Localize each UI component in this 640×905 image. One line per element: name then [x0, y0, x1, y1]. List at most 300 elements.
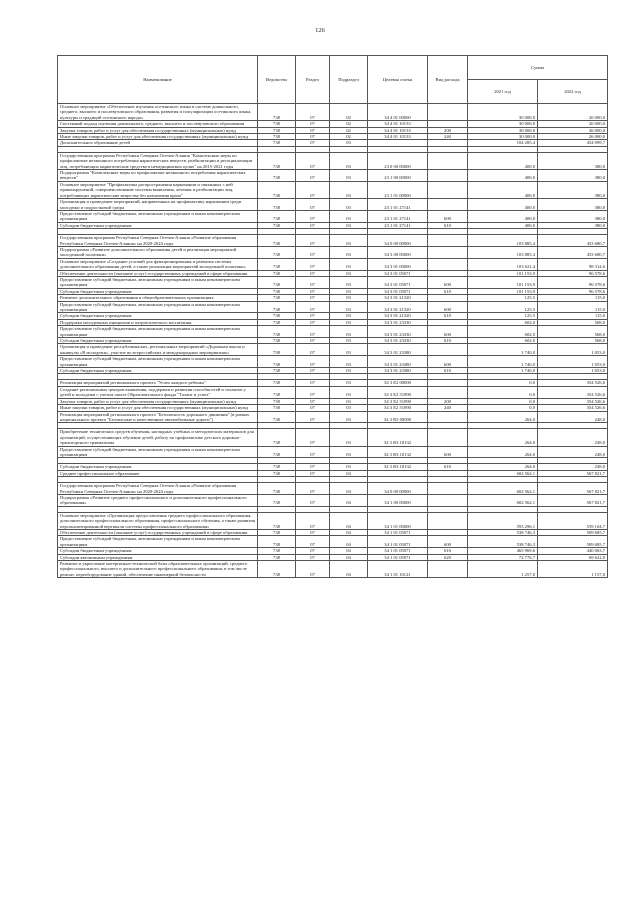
cell-sub: 03	[330, 235, 368, 247]
cell-y1: 101 153,9	[468, 270, 538, 276]
table-row	[58, 561, 608, 578]
cell-sub: 04	[330, 483, 368, 495]
cell-y2: 380,0	[538, 222, 608, 228]
cell-sub: 03	[330, 344, 368, 356]
cell-y2: 354 526,6	[538, 386, 608, 398]
cell-target: 34 3 01 05071	[368, 288, 428, 294]
cell-sec: 07	[296, 140, 330, 146]
cell-name: Предоставление субсидий бюджетным, автономным учреждениям и иным некоммерческим организациям	[58, 326, 258, 338]
cell-y2: 567 821,7	[538, 483, 608, 495]
cell-name: Государственная программа Республики Северная Осетия-Алания «Развитие образования Республики Северная Осетия-Алания» на 2020-2024 годы	[58, 483, 258, 495]
header-target: Целевая статья	[368, 56, 428, 104]
cell-dept: 738	[258, 398, 296, 404]
cell-sec: 07	[296, 338, 330, 344]
cell-y2: 26 000,0	[538, 134, 608, 140]
cell-y1: 264,0	[468, 411, 538, 423]
cell-sub: 02	[330, 134, 368, 140]
cell-dept: 738	[258, 368, 296, 374]
cell-y2: 454 099,7	[538, 140, 608, 146]
cell-exp: 610	[428, 288, 468, 294]
cell-y2: 380,0	[538, 210, 608, 222]
cell-y2: 380,0	[538, 199, 608, 211]
cell-dept: 738	[258, 246, 296, 258]
cell-dept: 738	[258, 288, 296, 294]
cell-target: 34 4 01 00000	[368, 104, 428, 121]
cell-y2: 568,0	[538, 326, 608, 338]
cell-sub: 03	[330, 170, 368, 182]
cell-exp	[428, 344, 468, 356]
cell-name: Развитие дополнительного образования в общеобразовательных организациях	[58, 295, 258, 301]
cell-y2: 354 526,6	[538, 380, 608, 386]
table-row	[58, 210, 608, 222]
cell-target: 34 3 01 23330	[368, 326, 428, 338]
cell-name: Иные закупки товаров, работ и услуг для обеспечения государственных (муниципальных) нужд	[58, 405, 258, 411]
cell-sec: 07	[296, 295, 330, 301]
cell-sub: 03	[330, 319, 368, 325]
table-row	[58, 512, 608, 529]
cell-y1: 1 740,0	[468, 368, 538, 374]
cell-exp	[428, 494, 468, 506]
cell-target: 34 3 01 21320	[368, 295, 428, 301]
cell-y1: 1 257,0	[468, 561, 538, 578]
cell-y1: 0,0	[468, 386, 538, 398]
cell-target: 34 1 00 00000	[368, 494, 428, 506]
cell-target: 34 3 01 05071	[368, 270, 428, 276]
cell-y1: 103 621,4	[468, 258, 538, 270]
cell-dept: 738	[258, 319, 296, 325]
cell-sec: 07	[296, 121, 330, 127]
cell-dept: 738	[258, 199, 296, 211]
cell-y1: 400,0	[468, 222, 538, 228]
cell-name: Субсидии автономным учреждениям	[58, 554, 258, 560]
cell-name: Субсидии бюджетным учреждениям	[58, 288, 258, 294]
cell-name: Дополнительное образование детей	[58, 140, 258, 146]
cell-y2: 248,0	[538, 446, 608, 458]
cell-sub: 03	[330, 464, 368, 470]
cell-dept: 738	[258, 464, 296, 470]
cell-y1: 104 285,4	[468, 140, 538, 146]
cell-exp: 600	[428, 276, 468, 288]
cell-target: 23 1 01 27141	[368, 199, 428, 211]
cell-exp	[428, 512, 468, 529]
cell-y2: 568,0	[538, 319, 608, 325]
cell-sub: 03	[330, 301, 368, 313]
cell-dept: 738	[258, 235, 296, 247]
cell-y1: 0,0	[468, 380, 538, 386]
cell-dept: 738	[258, 181, 296, 198]
cell-target: 34 1 01 05071	[368, 536, 428, 548]
cell-dept: 738	[258, 470, 296, 476]
cell-sec: 07	[296, 464, 330, 470]
cell-sub: 03	[330, 258, 368, 270]
table-row	[58, 344, 608, 356]
cell-sec: 07	[296, 512, 330, 529]
cell-name: Основное мероприятие "Профилактика распространения наркомании и связанных с ней правонарушений, совершенствование системы выявления, лечения и реабилитации лиц, потребляющих наркотические вещества без назначения врача"	[58, 181, 258, 198]
cell-sub: 03	[330, 140, 368, 146]
cell-sec: 07	[296, 398, 330, 404]
cell-sub: 04	[330, 536, 368, 548]
cell-sec: 07	[296, 483, 330, 495]
cell-y1: 0,0	[468, 398, 538, 404]
cell-name: Субсидии бюджетным учреждениям	[58, 464, 258, 470]
cell-y2: 248,0	[538, 429, 608, 446]
table-row	[58, 483, 608, 495]
cell-sec: 07	[296, 386, 330, 398]
table-row	[58, 446, 608, 458]
cell-y2: 69 622,0	[538, 554, 608, 560]
header-year1: 2021 год	[468, 80, 538, 104]
cell-y1: 465 969,6	[468, 548, 538, 554]
cell-sec: 07	[296, 554, 330, 560]
cell-target: 34 1 01 00000	[368, 512, 428, 529]
cell-exp: 240	[428, 134, 468, 140]
cell-dept: 738	[258, 127, 296, 133]
cell-exp: 600	[428, 536, 468, 548]
cell-target: 34 1 01 05071	[368, 554, 428, 560]
cell-y1: 30 000,0	[468, 134, 538, 140]
cell-target: 34 3 R3 10132	[368, 464, 428, 470]
cell-sec: 07	[296, 405, 330, 411]
cell-sub: 03	[330, 199, 368, 211]
cell-sec: 07	[296, 380, 330, 386]
cell-dept: 738	[258, 301, 296, 313]
cell-dept: 738	[258, 313, 296, 319]
cell-exp: 600	[428, 301, 468, 313]
cell-name: Реализация мероприятий регионального проекта "Успех каждого ребенка"	[58, 380, 258, 386]
cell-y2: 354 526,6	[538, 398, 608, 404]
cell-y2: 568,0	[538, 338, 608, 344]
cell-sub: 03	[330, 313, 368, 319]
cell-y1: 1 740,0	[468, 356, 538, 368]
cell-sec: 07	[296, 276, 330, 288]
cell-sec: 07	[296, 199, 330, 211]
cell-y1: 400,0	[468, 199, 538, 211]
cell-y2: 96 578,6	[538, 288, 608, 294]
cell-y2: 509 685,7	[538, 530, 608, 536]
table-row	[58, 356, 608, 368]
cell-dept: 738	[258, 104, 296, 121]
cell-dept: 738	[258, 338, 296, 344]
table-row	[58, 494, 608, 506]
cell-exp	[428, 386, 468, 398]
cell-name: Предоставление субсидий бюджетным, автономным учреждениям и иным некоммерческим организациям	[58, 536, 258, 548]
cell-target: 34 3 E2 51890	[368, 386, 428, 398]
cell-sec: 07	[296, 344, 330, 356]
cell-sec: 07	[296, 127, 330, 133]
cell-sec: 07	[296, 181, 330, 198]
cell-dept: 738	[258, 121, 296, 127]
cell-dept: 738	[258, 512, 296, 529]
cell-exp: 610	[428, 222, 468, 228]
cell-dept: 738	[258, 548, 296, 554]
cell-y1: 125,5	[468, 295, 538, 301]
header-subsection: Подраздел	[330, 56, 368, 104]
cell-sec: 07	[296, 288, 330, 294]
cell-exp	[428, 258, 468, 270]
cell-sub: 04	[330, 561, 368, 578]
cell-y2: 26 000,0	[538, 127, 608, 133]
cell-target: 34 3 R3 10132	[368, 429, 428, 446]
cell-target: 34 0 00 00000	[368, 483, 428, 495]
cell-exp: 610	[428, 338, 468, 344]
cell-target: 34 3 E2 51890	[368, 398, 428, 404]
cell-sec: 07	[296, 170, 330, 182]
cell-sub: 04	[330, 470, 368, 476]
cell-y2: 248,0	[538, 411, 608, 423]
cell-y1: 602 562,1	[468, 494, 538, 506]
cell-dept: 738	[258, 152, 296, 169]
header-year2: 2022 год	[538, 80, 608, 104]
cell-sub: 03	[330, 246, 368, 258]
cell-target: 34 3 01 23380	[368, 356, 428, 368]
cell-sub: 04	[330, 554, 368, 560]
cell-y2: 1 053,0	[538, 344, 608, 356]
cell-sub: 03	[330, 386, 368, 398]
cell-exp	[428, 152, 468, 169]
cell-y1: 125,5	[468, 313, 538, 319]
header-section: Раздел	[296, 56, 330, 104]
cell-y1: 1 740,0	[468, 344, 538, 356]
cell-name: Государственная программа Республики Северная Осетия-Алания "Комплексные меры по профилактике незаконного потребления наркотических веществ, реабилитации и ресоциализации лиц, потребляющих наркотические средства в немедицинских целях" на 2015-2021 годы	[58, 152, 258, 169]
budget-table	[57, 55, 608, 578]
cell-y2: 559 104,7	[538, 512, 608, 529]
cell-sec: 07	[296, 104, 330, 121]
cell-dept: 738	[258, 429, 296, 446]
cell-exp: 200	[428, 127, 468, 133]
cell-y2: 115,0	[538, 295, 608, 301]
cell-sub: 02	[330, 127, 368, 133]
cell-exp: 600	[428, 446, 468, 458]
cell-y2: 96 578,6	[538, 276, 608, 288]
cell-y2: 115,0	[538, 301, 608, 313]
cell-y1: 264,0	[468, 464, 538, 470]
cell-exp: 200	[428, 398, 468, 404]
cell-dept: 738	[258, 483, 296, 495]
cell-y2: 380,0	[538, 170, 608, 182]
cell-name: Предоставление субсидий бюджетным, автономным учреждениям и иным некоммерческим организациям	[58, 301, 258, 313]
cell-exp	[428, 429, 468, 446]
cell-name: Закупка товаров, работ и услуг для обеспечения государственных (муниципальных) нужд	[58, 127, 258, 133]
cell-target: 34 1 01 05071	[368, 548, 428, 554]
cell-y1: 264,0	[468, 429, 538, 446]
header-name: Наименование	[58, 56, 258, 104]
cell-target: 34 3 01 05071	[368, 276, 428, 288]
cell-dept: 738	[258, 276, 296, 288]
cell-y1: 400,0	[468, 152, 538, 169]
cell-exp: 600	[428, 210, 468, 222]
cell-sub: 03	[330, 446, 368, 458]
cell-y2: 1 157,0	[538, 561, 608, 578]
cell-target: 34 1 01 10121	[368, 561, 428, 578]
cell-dept: 738	[258, 140, 296, 146]
page-number: 126	[315, 27, 325, 34]
cell-dept: 738	[258, 326, 296, 338]
table-row	[58, 411, 608, 423]
cell-y1: 264,0	[468, 446, 538, 458]
cell-target: 34 3 01 23330	[368, 338, 428, 344]
cell-target: 34 3 E2 00000	[368, 380, 428, 386]
cell-exp: 600	[428, 356, 468, 368]
cell-y2: 509 685,7	[538, 536, 608, 548]
table-row	[58, 235, 608, 247]
cell-dept: 738	[258, 344, 296, 356]
cell-exp: 610	[428, 548, 468, 554]
header-expense: Вид расхода	[428, 56, 468, 104]
cell-target: 34 4 01 10133	[368, 134, 428, 140]
cell-sec: 07	[296, 258, 330, 270]
table-row	[58, 276, 608, 288]
cell-y2: 115,0	[538, 313, 608, 319]
cell-exp: 610	[428, 313, 468, 319]
cell-name: Подпрограмма "Комплексные меры по профилактике незаконного потребления наркотических веществ"	[58, 170, 258, 182]
cell-target: 23 0 00 00000	[368, 152, 428, 169]
cell-exp	[428, 170, 468, 182]
cell-y1: 602,0	[468, 319, 538, 325]
cell-y1: 400,0	[468, 210, 538, 222]
cell-y1: 30 000,0	[468, 127, 538, 133]
cell-sec: 07	[296, 548, 330, 554]
cell-sub: 03	[330, 222, 368, 228]
cell-y2: 1 053,0	[538, 368, 608, 374]
cell-name: Предоставление субсидий бюджетным, автономным учреждениям и иным некоммерческим организациям	[58, 210, 258, 222]
cell-dept: 738	[258, 446, 296, 458]
table-row	[58, 386, 608, 398]
cell-y2: 440 063,7	[538, 548, 608, 554]
cell-sub: 03	[330, 405, 368, 411]
cell-name: Предоставление субсидий бюджетным, автономным учреждениям и иным некоммерческим организациям	[58, 356, 258, 368]
cell-sub: 02	[330, 121, 368, 127]
cell-sec: 07	[296, 536, 330, 548]
cell-sub: 04	[330, 512, 368, 529]
cell-sub: 04	[330, 494, 368, 506]
cell-sec: 07	[296, 530, 330, 536]
cell-y1: 538 746,3	[468, 530, 538, 536]
cell-exp	[428, 199, 468, 211]
cell-dept: 738	[258, 536, 296, 548]
cell-sub: 02	[330, 104, 368, 121]
cell-sub: 03	[330, 270, 368, 276]
cell-sub: 03	[330, 338, 368, 344]
cell-name: Субсидии бюджетным учреждениям	[58, 338, 258, 344]
cell-exp: 610	[428, 368, 468, 374]
cell-y2: 248,0	[538, 464, 608, 470]
cell-name: Субсидии бюджетным учреждениям	[58, 548, 258, 554]
cell-dept: 738	[258, 411, 296, 423]
cell-name: Основное мероприятие «Обеспечение изучения осетинского языка в системе дошкольного, среднего, высшего и послевузовского образования, развития и популяризации осетинского языка, культуры и традиций осетинского народа»	[58, 104, 258, 121]
cell-exp: 620	[428, 554, 468, 560]
table-row	[58, 301, 608, 313]
cell-sec: 07	[296, 134, 330, 140]
cell-sub: 03	[330, 411, 368, 423]
cell-dept: 738	[258, 258, 296, 270]
cell-sec: 07	[296, 470, 330, 476]
cell-name: Предоставление субсидий бюджетным, автономным учреждениям и иным некоммерческим организациям	[58, 276, 258, 288]
cell-dept: 738	[258, 210, 296, 222]
cell-name: Подпрограмма «Развитие дополнительного образования детей и реализация мероприятий молодежной политики»	[58, 246, 258, 258]
cell-sec: 07	[296, 356, 330, 368]
table-row	[58, 104, 608, 121]
cell-exp: 240	[428, 405, 468, 411]
cell-y2: 453 680,7	[538, 246, 608, 258]
cell-sec: 07	[296, 411, 330, 423]
cell-dept: 738	[258, 356, 296, 368]
cell-target: 34 3 R3 10132	[368, 446, 428, 458]
header-sum: Сумма	[468, 56, 608, 80]
cell-sec: 07	[296, 313, 330, 319]
cell-exp	[428, 483, 468, 495]
cell-sub: 03	[330, 368, 368, 374]
cell-y1: 103 885,4	[468, 235, 538, 247]
cell-target: 34 3 01 00000	[368, 258, 428, 270]
cell-sub: 03	[330, 295, 368, 301]
cell-name: Закупка товаров, работ и услуг для обеспечения государственных (муниципальных) нужд	[58, 398, 258, 404]
cell-name: Иные закупки товаров, работ и услуг для обеспечения государственных (муниципальных) нужд	[58, 134, 258, 140]
cell-sub: 03	[330, 210, 368, 222]
cell-y2: 96 578,6	[538, 270, 608, 276]
cell-name: Создание региональных центров выявления, поддержки и развития способностей и талантов у детей и молодежи с учетом опыта Образовательного фонда "Талант и успех"	[58, 386, 258, 398]
cell-y1: 602,0	[468, 326, 538, 338]
table-body	[58, 104, 608, 578]
cell-target: 34 3 R3 00000	[368, 411, 428, 423]
cell-name: Субсидии бюджетным учреждениям	[58, 222, 258, 228]
cell-y1: 602 562,1	[468, 470, 538, 476]
cell-sub: 03	[330, 356, 368, 368]
cell-target: 23 1 01 00000	[368, 181, 428, 198]
cell-target: 23 1 01 27141	[368, 210, 428, 222]
cell-sec: 07	[296, 235, 330, 247]
cell-y1: 30 000,0	[468, 104, 538, 121]
table-row	[58, 170, 608, 182]
header-department: Ведомство	[258, 56, 296, 104]
cell-name: Основное мероприятие «Создание условий для функционирования и развития системы дополнительного образования детей, а также реализация мероприятий молодежной политики»	[58, 258, 258, 270]
cell-exp	[428, 181, 468, 198]
cell-sec: 07	[296, 301, 330, 313]
cell-sec: 07	[296, 319, 330, 325]
cell-y1: 602 562,1	[468, 483, 538, 495]
cell-dept: 738	[258, 405, 296, 411]
cell-target: 34 3 01 21320	[368, 313, 428, 319]
cell-target: 34 3 01 21320	[368, 301, 428, 313]
cell-dept: 738	[258, 270, 296, 276]
cell-y2: 354 526,6	[538, 405, 608, 411]
cell-name: Приобретение технических средств обучения, наглядных учебных и методических материалов для организаций, осуществляющих обучение детей, работу по профилактике детского дорожно-транспортного травматизма	[58, 429, 258, 446]
cell-y1: 30 000,0	[468, 121, 538, 127]
cell-sub: 03	[330, 152, 368, 169]
cell-target: 34 3 E2 51890	[368, 405, 428, 411]
cell-target: 34 3 00 00000	[368, 246, 428, 258]
cell-target: 34 3 01 23380	[368, 368, 428, 374]
cell-exp	[428, 235, 468, 247]
cell-y1: 103 885,4	[468, 246, 538, 258]
cell-sec: 07	[296, 246, 330, 258]
cell-sub: 03	[330, 429, 368, 446]
cell-name: Развитие и укрепление материально-технической базы образовательных организаций, среднего профессионального, высшего и дополнительного профессионального образования, в том числе ремонт, переоборудование зданий, обеспечение инженерной безопасности	[58, 561, 258, 578]
cell-y1: 593 296,1	[468, 512, 538, 529]
cell-y1: 101 153,9	[468, 276, 538, 288]
cell-name: Субсидии бюджетным учреждениям	[58, 313, 258, 319]
cell-sec: 07	[296, 270, 330, 276]
cell-target: 34 1 01 05071	[368, 530, 428, 536]
cell-sub: 04	[330, 548, 368, 554]
table-row	[58, 258, 608, 270]
cell-y1: 400,0	[468, 181, 538, 198]
cell-y1: 101 153,9	[468, 288, 538, 294]
cell-name: Обеспечение деятельности (оказание услуг) государственных учреждений в сфере образования	[58, 270, 258, 276]
cell-sec: 07	[296, 210, 330, 222]
cell-target: 23 1 00 00000	[368, 170, 428, 182]
cell-name: Системный подход изучения дошкольного, среднего, высшего и послевузовского образования	[58, 121, 258, 127]
cell-exp	[428, 104, 468, 121]
